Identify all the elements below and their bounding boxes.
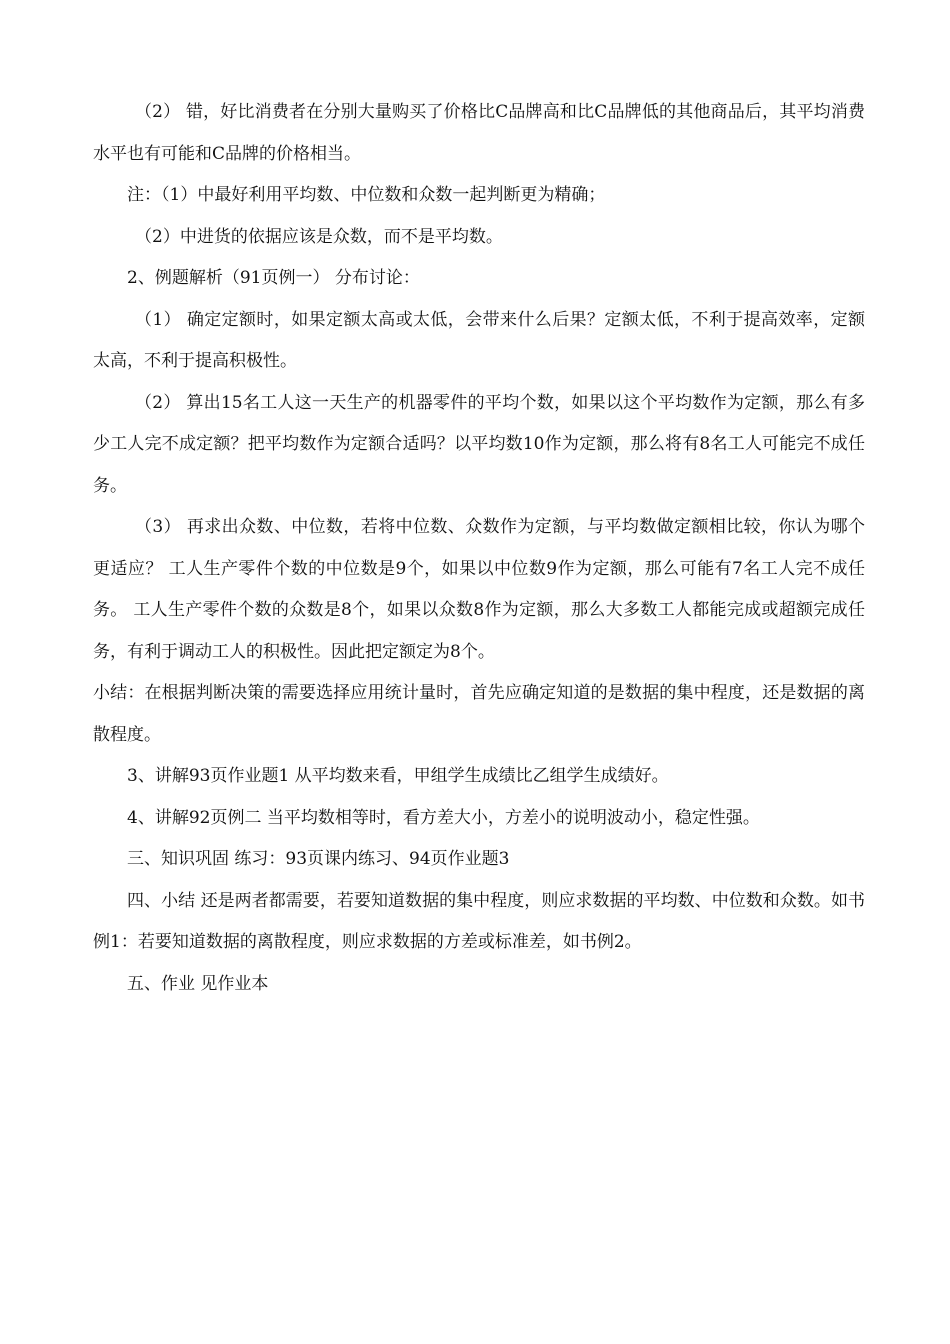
- paragraph-note: 注：（1）中最好利用平均数、中位数和众数一起判断更为精确；: [127, 185, 606, 205]
- paragraph-item-4: 4、讲解92页例二 当平均数相等时，看方差大小，方差小的说明波动小，稳定性强。: [127, 807, 760, 828]
- paragraph-item-3: 3、讲解93页作业题1 从平均数来看，甲组学生成绩比乙组学生成绩好。: [127, 766, 669, 786]
- paragraph-discussion-2: （2） 算出15名工人这一天生产的机器零件的平均个数，如果以这个平均数作为定额，那么有多少工人完不成定额？把平均数作为定额合适吗？以平均数10作为定额，那么将有8名工人可能完不成任务。: [93, 392, 865, 496]
- paragraph-section-5: 五、作业 见作业本: [127, 973, 269, 994]
- paragraph-note-2: （2）中进货的依据应该是众数，而不是平均数。: [135, 226, 503, 247]
- paragraph-discussion-1: （1） 确定定额时，如果定额太高或太低，会带来什么后果？定额太低，不利于提高效率，定额太高，不利于提高积极性。: [93, 309, 865, 371]
- paragraph-summary-small: 小结：在根据判断决策的需要选择应用统计量时，首先应确定知道的是数据的集中程度，还是数据的离散程度。: [93, 683, 865, 745]
- paragraph-section-3: 三、知识巩固 练习：93页课内练习、94页作业题3: [127, 849, 510, 869]
- paragraph-example-heading: 2、例题解析（91页例一） 分布讨论：: [127, 268, 420, 288]
- document-page: [93, 92, 865, 1005]
- paragraph-section-4: 四、小结 还是两者都需要，若要知道数据的集中程度，则应求数据的平均数、中位数和众数。如书例1：若要知道数据的离散程度，则应求数据的方差或标准差，如书例2。: [93, 890, 865, 952]
- paragraph-answer-2-wrong: （2） 错，好比消费者在分别大量购买了价格比C品牌高和比C品牌低的其他商品后，其平均消费水平也有可能和C品牌的价格相当。: [93, 102, 865, 164]
- paragraph-discussion-3: （3） 再求出众数、中位数，若将中位数、众数作为定额，与平均数做定额相比较，你认为哪个更适应？ 工人生产零件个数的中位数是9个，如果以中位数9作为定额，那么可能有7名工人完不成任务。 工人生产零件个数的众数是8个，如果以众数8作为定额，那么大多数工人都能完成或超额完成任务，有利于调动工人的积极性。因此把定额定为8个。: [93, 517, 865, 662]
